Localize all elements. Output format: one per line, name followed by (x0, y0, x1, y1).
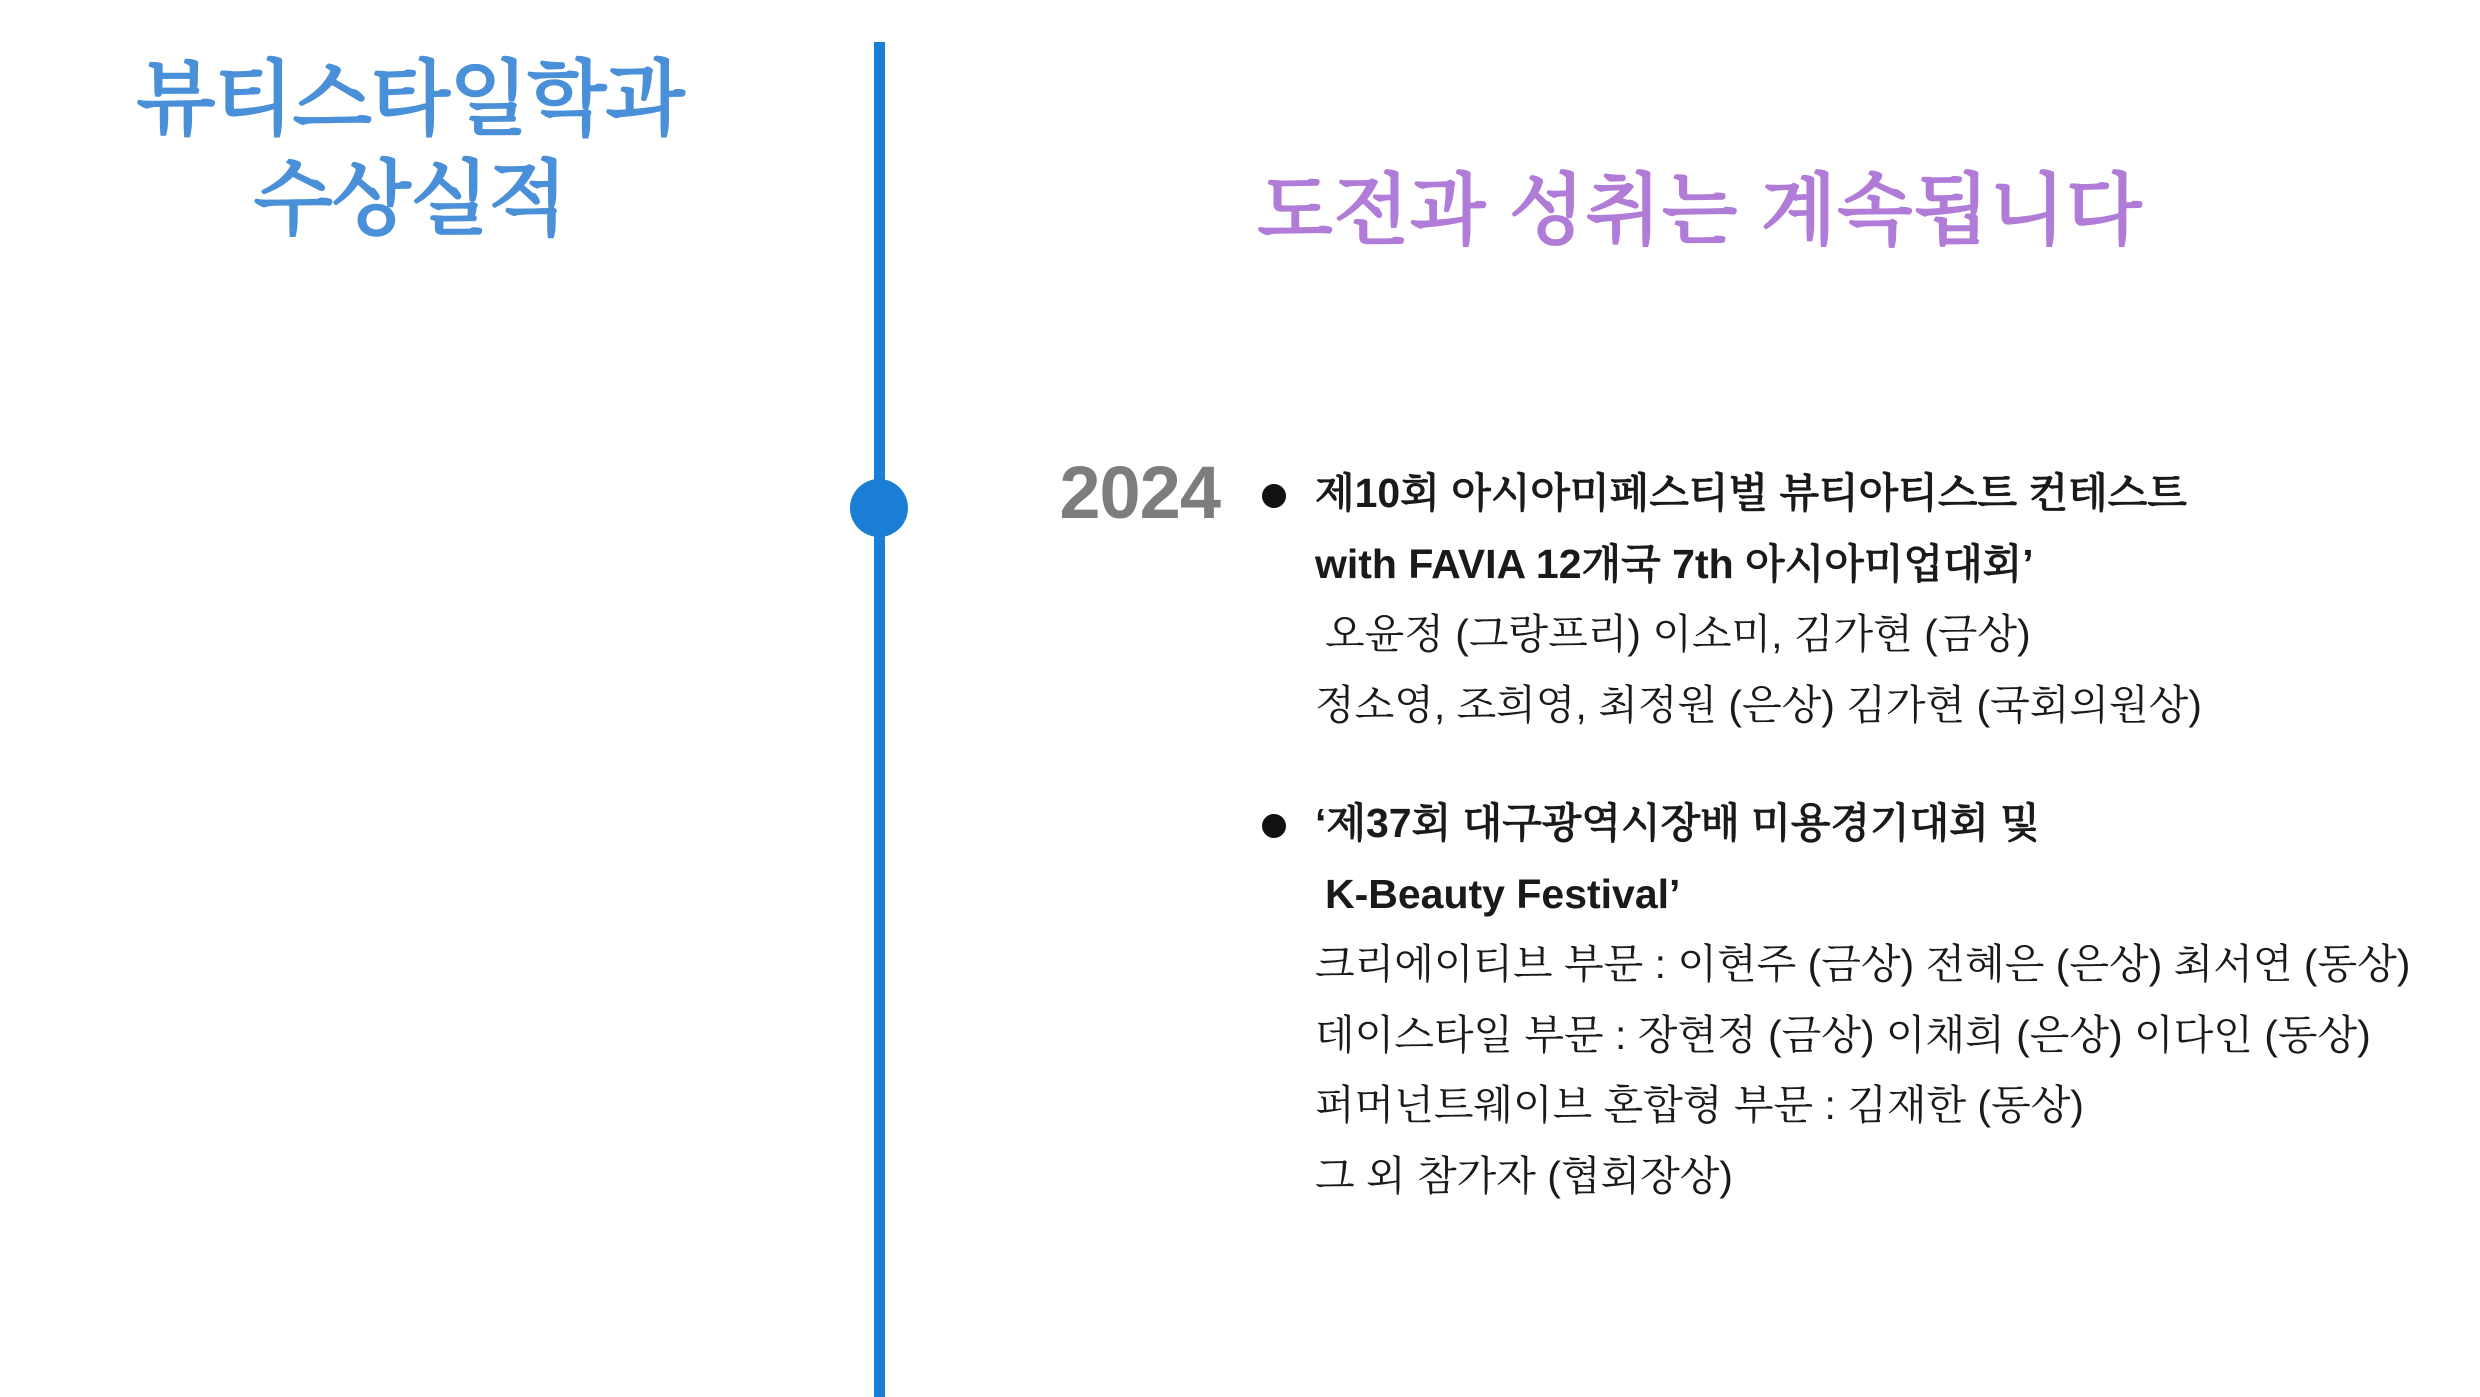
award-entry (1245, 458, 2475, 740)
bullet-icon (1262, 814, 1286, 838)
bullet-icon (1262, 484, 1286, 508)
year-label: 2024 (1059, 451, 1220, 534)
award-entry-line: 데이스타일 부문 : 장현정 (금상) 이채희 (은상) 이다인 (동상) (1315, 1011, 2371, 1058)
award-entry-line: 그 외 참가자 (협회장상) (1315, 1152, 1733, 1199)
award-entry (1245, 788, 2475, 1211)
department-title-line1: 뷰티스타일학과 (136, 54, 684, 145)
timeline-vertical-rule (874, 42, 885, 1397)
left-column (0, 0, 862, 1397)
award-entry-line: with FAVIA 12개국 7th 아시아미업대회’ (1315, 540, 2034, 587)
award-entry-line: ‘제37회 대구광역시장배 미용경기대회 및 (1315, 800, 2040, 847)
award-entry-line: K-Beauty Festival’ (1325, 870, 1681, 917)
timeline-marker-dot (850, 479, 908, 537)
award-entry-line: 정소영, 조희영, 최정원 (은상) 김가현 (국회의원상) (1315, 681, 2202, 728)
department-title-line2: 수상실적 (253, 154, 567, 246)
page-title: 도전과 성취는 계속됩니다 (1257, 166, 2143, 254)
award-entry-line: 퍼머넌트웨이브 혼합형 부문 : 김재한 (동상) (1315, 1082, 2084, 1129)
award-entry-list (1245, 458, 2475, 1259)
award-entry-line: 오윤정 (그랑프리) 이소미, 김가현 (금상) (1325, 611, 2031, 658)
award-entry-line: 제10회 아시아미페스티벌 뷰티아티스트 컨테스트 (1315, 470, 2187, 516)
award-entry-line: 크리에이티브 부문 : 이현주 (금상) 전혜은 (은상) 최서연 (동상) (1315, 941, 2411, 988)
department-title (0, 50, 820, 250)
